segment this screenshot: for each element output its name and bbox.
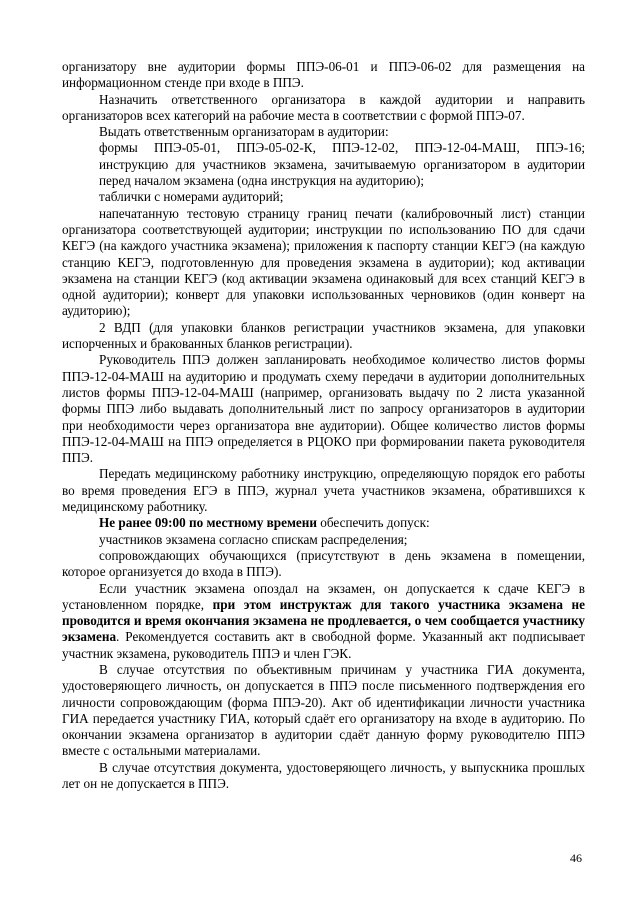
- paragraph-assign-organizers: Назначить ответственного организатора в каждой аудитории и направить организаторов всех категорий на рабочие места в соответствии с формой ППЭ-07.: [62, 91, 585, 123]
- admission-item-escorts: сопровождающих обучающихся (присутствуют в день экзамена в помещении, которое организуется до входа в ППЭ).: [62, 547, 585, 580]
- paragraph-issue-materials: Выдать ответственным организаторам в аудитории:: [99, 124, 389, 140]
- page-number: 46: [570, 851, 582, 865]
- paragraph-form-placement: организатору вне аудитории формы ППЭ-06-01 и ППЭ-06-02 для размещения на информационном стенде при входе в ППЭ.: [62, 59, 585, 91]
- paragraph-no-id-graduate: В случае отсутствия документа, удостоверяющего личность, у выпускника прошлых лет он не допускается в ППЭ.: [62, 759, 585, 792]
- paragraph-room-signs: таблички с номерами аудиторий;: [99, 189, 284, 205]
- admission-lead-rest: обеспечить допуск:: [316, 515, 430, 531]
- paragraph-envelopes: 2 ВДП (для упаковки бланков регистрации участников экзамена, для упаковки испорченных и бракованных бланков регистрации).: [62, 319, 585, 352]
- paragraph-no-id-gia: В случае отсутствия по объективным причинам у участника ГИА документа, удостоверяющего личность, он допускается в ППЭ после письменного подтверждения его личности сопровождающим (форма ППЭ-20). Акт об идентификации личности участника ГИА передается участнику ГИА, который сдаёт его организатору на входе в аудиторию. По окончании экзамена организатор в аудитории сдаёт данную форму руководителю ППЭ вместе с остальными материалами.: [62, 661, 585, 759]
- late-text-1: Если участник экзамена опоздал на экзамен, он допускается к сдаче КЕГЭ в установленном порядке,: [62, 580, 585, 612]
- paragraph-forms-list: формы ППЭ-05-01, ППЭ-05-02-К, ППЭ-12-02, ППЭ-12-04-МАШ, ППЭ-16; инструкцию для участников экзамена, зачитываемую организатором в аудитории перед началом экзамена (одна инструкция на аудиторию);: [99, 140, 585, 189]
- paragraph-medical-worker: Передать медицинскому работнику инструкцию, определяющую порядок его работы во время проведения ЕГЭ в ППЭ, журнал учета участников экзамена, обратившихся к медицинскому работнику.: [62, 466, 585, 515]
- late-text-bold: при этом инструктаж для такого участника экзамена не проводится и время окончания экзамена не продлевается, о чем сообщается участнику экзамена: [62, 596, 586, 645]
- paragraph-late-arrival: [62, 581, 585, 662]
- paragraph-calibration-sheet: напечатанную тестовую страницу границ печати (калибровочный лист) станции организатора соответствующей аудитории; инструкции по использованию ПО для сдачи КЕГЭ (на каждого участника экзамена); приложения к паспорту станции КЕГЭ (на каждую станцию КЕГЭ, подготовленную для проведения экзамена в аудитории); код активации экзамена на станции КЕГЭ (код активации экзамена одинаковый для всех станций КЕГЭ в одной аудитории); конверт для упаковки использованных черновиков (один конверт на аудиторию);: [62, 205, 585, 319]
- admission-item-participants: участников экзамена согласно спискам распределения;: [99, 531, 408, 547]
- admission-time-bold: Не ранее 09:00 по местному времени: [99, 515, 317, 531]
- paragraph-admission: [62, 515, 585, 531]
- page-body: [62, 59, 585, 792]
- late-text-3: . Рекомендуется составить акт в свободной форме. Указанный акт подписывает участник экзамена, руководитель ППЭ и член ГЭК.: [62, 629, 585, 661]
- paragraph-extra-sheets: Руководитель ППЭ должен запланировать необходимое количество листов формы ППЭ-12-04-МАШ на аудиторию и продумать схему передачи в аудитории дополнительных листов формы ППЭ-12-04-МАШ (например, организовать выдачу по 2 листа указанной формы ППЭ либо выдавать дополнительный лист по запросу организаторов в аудитории при необходимости через организатора вне аудитории). Общее количество листов формы ППЭ-12-04-МАШ на ППЭ определяется в РЦОКО при формировании пакета руководителя ППЭ.: [62, 352, 585, 466]
